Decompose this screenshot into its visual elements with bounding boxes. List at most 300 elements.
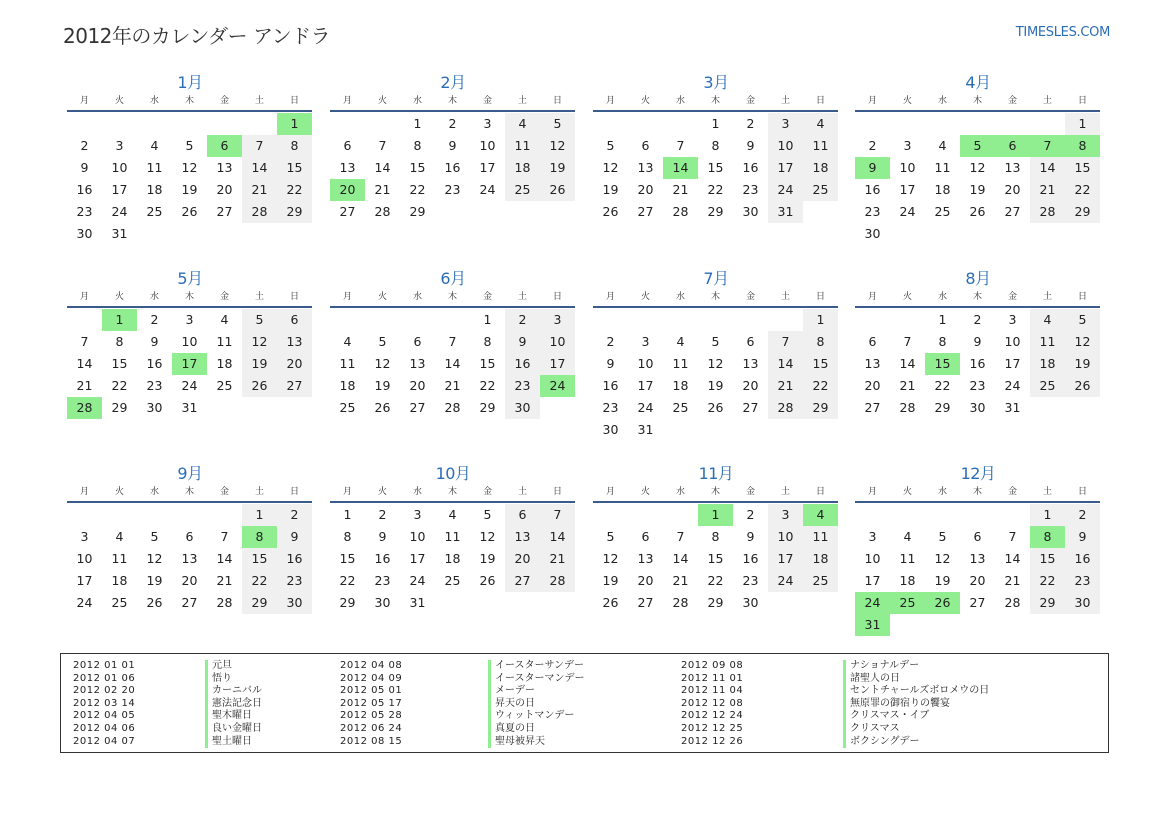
day-cell: 30 xyxy=(146,400,163,415)
weekday-label: 月 xyxy=(79,487,89,497)
weekday-label: 日 xyxy=(815,96,825,106)
legend-dates-column xyxy=(73,660,135,748)
day-cell: 30 xyxy=(374,595,391,610)
month-name: 10月 xyxy=(435,464,471,483)
empty-cell xyxy=(890,113,925,135)
holiday-date: 2012 09 08 xyxy=(681,660,744,671)
day-cell: 27 xyxy=(864,400,881,415)
holiday-day-cell: 15 xyxy=(925,353,960,375)
day-cell: 19 xyxy=(969,182,986,197)
holiday-day-cell: 28 xyxy=(67,397,102,419)
day-cell: 18 xyxy=(934,182,951,197)
day-cell: 18 xyxy=(339,378,356,393)
holiday-name: 良い金曜日 xyxy=(205,723,262,736)
legend-dates-column xyxy=(681,660,743,748)
holiday-date: 2012 03 14 xyxy=(73,697,136,709)
day-cell: 9 xyxy=(378,529,387,544)
day-cell: 19 xyxy=(479,551,496,566)
day-cell: 27 xyxy=(339,204,356,219)
day-grid xyxy=(593,309,839,441)
day-cell: 9 xyxy=(277,526,312,548)
day-cell: 5 xyxy=(378,334,387,349)
holiday-name: ボクシングデー xyxy=(843,736,989,749)
weekday-label: 金 xyxy=(482,292,492,302)
weekday-label: 日 xyxy=(815,292,825,302)
day-cell: 2 xyxy=(448,116,457,131)
day-cell: 13 xyxy=(969,551,986,566)
day-cell: 25 xyxy=(803,570,838,592)
day-cell: 12 xyxy=(934,551,951,566)
holiday-day-cell: 4 xyxy=(803,504,838,526)
day-cell: 10 xyxy=(479,138,496,153)
holiday-day-cell: 25 xyxy=(890,592,925,614)
day-cell: 12 xyxy=(707,356,724,371)
day-cell: 24 xyxy=(181,378,198,393)
day-cell: 11 xyxy=(111,551,128,566)
empty-cell xyxy=(698,309,733,331)
day-cell: 22 xyxy=(803,375,838,397)
day-cell: 16 xyxy=(602,378,619,393)
holiday-day-cell: 8 xyxy=(1065,135,1100,157)
holiday-date: 2012 04 05 xyxy=(73,710,136,722)
weekday-label: 日 xyxy=(289,292,299,302)
day-cell: 7 xyxy=(242,135,277,157)
day-cell: 11 xyxy=(803,526,838,548)
day-cell: 22 xyxy=(409,182,426,197)
day-cell: 27 xyxy=(742,400,759,415)
day-cell: 24 xyxy=(637,400,654,415)
weekday-label: 木 xyxy=(184,292,194,302)
empty-cell xyxy=(995,113,1030,135)
day-grid xyxy=(855,113,1101,245)
day-cell: 15 xyxy=(707,551,724,566)
day-cell: 27 xyxy=(181,595,198,610)
day-cell: 28 xyxy=(374,204,391,219)
day-cell: 4 xyxy=(903,529,912,544)
day-cell: 25 xyxy=(803,179,838,201)
day-cell: 21 xyxy=(1030,179,1065,201)
weekday-label: 日 xyxy=(552,487,562,497)
day-cell: 25 xyxy=(444,573,461,588)
day-cell: 14 xyxy=(242,157,277,179)
weekday-label: 月 xyxy=(605,96,615,106)
holiday-day-cell: 5 xyxy=(960,135,995,157)
day-cell: 31 xyxy=(181,400,198,415)
month-calendar xyxy=(593,268,839,441)
day-cell: 10 xyxy=(111,160,128,175)
legend-names-column xyxy=(843,660,989,748)
weekday-label: 火 xyxy=(114,292,124,302)
day-cell: 9 xyxy=(80,160,89,175)
day-cell: 29 xyxy=(803,397,838,419)
day-cell: 19 xyxy=(181,182,198,197)
weekday-label: 土 xyxy=(254,487,264,497)
day-cell: 13 xyxy=(1004,160,1021,175)
weekday-header xyxy=(855,485,1101,499)
empty-cell xyxy=(593,309,628,331)
header-divider xyxy=(330,501,575,503)
day-cell: 3 xyxy=(80,529,89,544)
weekday-label: 金 xyxy=(1007,487,1017,497)
weekday-label: 金 xyxy=(1007,96,1017,106)
day-cell: 14 xyxy=(540,526,575,548)
weekday-label: 水 xyxy=(937,292,947,302)
empty-cell xyxy=(960,504,995,526)
month-name: 8月 xyxy=(965,269,991,288)
legend-dates-column xyxy=(340,660,402,748)
day-cell: 12 xyxy=(242,331,277,353)
holiday-name: 憲法記念日 xyxy=(205,698,262,711)
holiday-date: 2012 11 04 xyxy=(681,685,744,697)
header-divider xyxy=(593,110,838,112)
holiday-date: 2012 11 01 xyxy=(681,672,744,684)
month-calendar xyxy=(330,268,576,419)
holiday-name: メーデー xyxy=(488,685,585,698)
holiday-date: 2012 12 24 xyxy=(681,710,744,722)
day-cell: 8 xyxy=(938,334,947,349)
day-cell: 3 xyxy=(185,312,194,327)
empty-cell xyxy=(890,504,925,526)
weekday-label: 金 xyxy=(219,96,229,106)
day-cell: 30 xyxy=(505,397,540,419)
day-cell: 21 xyxy=(1004,573,1021,588)
day-grid xyxy=(67,309,313,419)
day-cell: 9 xyxy=(1065,526,1100,548)
day-cell: 26 xyxy=(146,595,163,610)
weekday-label: 木 xyxy=(447,96,457,106)
holiday-day-cell: 24 xyxy=(855,592,890,614)
holiday-name: ウィットマンデー xyxy=(488,710,585,723)
day-cell: 7 xyxy=(676,138,685,153)
month-calendar xyxy=(855,268,1101,419)
weekday-label: 月 xyxy=(867,292,877,302)
day-cell: 11 xyxy=(1030,331,1065,353)
weekday-header xyxy=(593,290,839,304)
day-cell: 11 xyxy=(934,160,951,175)
empty-cell xyxy=(628,504,663,526)
holiday-name: 無原罪の御宿りの饗宴 xyxy=(843,698,989,711)
holiday-name: 悟り xyxy=(205,673,262,686)
holiday-day-cell: 8 xyxy=(1030,526,1065,548)
day-cell: 15 xyxy=(707,160,724,175)
day-cell: 24 xyxy=(111,204,128,219)
empty-cell xyxy=(172,504,207,526)
day-cell: 6 xyxy=(413,334,422,349)
day-cell: 18 xyxy=(803,548,838,570)
month-calendar xyxy=(330,72,576,223)
day-cell: 19 xyxy=(934,573,951,588)
day-cell: 18 xyxy=(672,378,689,393)
day-cell: 16 xyxy=(864,182,881,197)
empty-cell xyxy=(67,113,102,135)
day-cell: 15 xyxy=(409,160,426,175)
day-cell: 11 xyxy=(146,160,163,175)
header-divider xyxy=(855,306,1100,308)
day-cell: 28 xyxy=(672,595,689,610)
day-cell: 15 xyxy=(242,548,277,570)
day-cell: 10 xyxy=(768,526,803,548)
day-cell: 26 xyxy=(602,595,619,610)
day-cell: 1 xyxy=(803,309,838,331)
day-cell: 12 xyxy=(540,135,575,157)
header-divider xyxy=(67,306,312,308)
header-divider xyxy=(330,306,575,308)
weekday-label: 月 xyxy=(605,292,615,302)
day-cell: 11 xyxy=(803,135,838,157)
day-cell: 16 xyxy=(969,356,986,371)
day-cell: 19 xyxy=(374,378,391,393)
day-cell: 23 xyxy=(1065,570,1100,592)
day-cell: 30 xyxy=(76,226,93,241)
holiday-name: 聖木曜日 xyxy=(205,710,262,723)
day-cell: 19 xyxy=(602,573,619,588)
day-cell: 29 xyxy=(1065,201,1100,223)
month-calendar xyxy=(67,72,313,245)
day-cell: 12 xyxy=(181,160,198,175)
site-link[interactable]: TIMESLES.COM xyxy=(1015,25,1110,40)
day-cell: 16 xyxy=(505,353,540,375)
day-cell: 14 xyxy=(672,551,689,566)
day-cell: 13 xyxy=(637,551,654,566)
holiday-day-cell: 8 xyxy=(242,526,277,548)
day-cell: 16 xyxy=(742,160,759,175)
day-cell: 3 xyxy=(768,113,803,135)
month-calendar xyxy=(330,463,576,614)
month-calendar xyxy=(593,463,839,614)
day-grid xyxy=(330,113,576,223)
weekday-label: 金 xyxy=(745,96,755,106)
day-cell: 29 xyxy=(707,204,724,219)
holiday-legend xyxy=(60,653,1109,753)
holiday-date: 2012 01 01 xyxy=(73,660,136,671)
day-cell: 7 xyxy=(676,529,685,544)
day-cell: 12 xyxy=(479,529,496,544)
weekday-label: 月 xyxy=(867,487,877,497)
day-cell: 23 xyxy=(374,573,391,588)
day-cell: 2 xyxy=(1065,504,1100,526)
month-name: 7月 xyxy=(703,269,729,288)
day-cell: 4 xyxy=(1030,309,1065,331)
day-cell: 5 xyxy=(150,529,159,544)
day-cell: 8 xyxy=(343,529,352,544)
day-cell: 2 xyxy=(606,334,615,349)
weekday-label: 火 xyxy=(640,292,650,302)
day-cell: 29 xyxy=(409,204,426,219)
weekday-label: 土 xyxy=(517,292,527,302)
empty-cell xyxy=(663,504,698,526)
day-cell: 27 xyxy=(216,204,233,219)
weekday-label: 金 xyxy=(219,292,229,302)
header-divider xyxy=(855,501,1100,503)
day-cell: 28 xyxy=(899,400,916,415)
day-cell: 25 xyxy=(111,595,128,610)
day-cell: 4 xyxy=(938,138,947,153)
weekday-label: 日 xyxy=(815,487,825,497)
holiday-name: イースターサンデー xyxy=(488,660,585,673)
day-grid xyxy=(593,504,839,614)
day-cell: 6 xyxy=(277,309,312,331)
day-cell: 4 xyxy=(676,334,685,349)
weekday-label: 月 xyxy=(342,487,352,497)
day-cell: 28 xyxy=(768,397,803,419)
day-cell: 26 xyxy=(242,375,277,397)
day-cell: 24 xyxy=(899,204,916,219)
day-cell: 17 xyxy=(864,573,881,588)
day-cell: 25 xyxy=(505,179,540,201)
day-cell: 7 xyxy=(378,138,387,153)
day-cell: 6 xyxy=(641,529,650,544)
day-cell: 20 xyxy=(969,573,986,588)
day-cell: 24 xyxy=(1004,378,1021,393)
day-cell: 29 xyxy=(277,201,312,223)
day-cell: 8 xyxy=(803,331,838,353)
day-cell: 4 xyxy=(505,113,540,135)
day-cell: 31 xyxy=(111,226,128,241)
weekday-header xyxy=(330,485,576,499)
day-cell: 9 xyxy=(448,138,457,153)
holiday-date: 2012 05 28 xyxy=(340,710,403,722)
day-cell: 20 xyxy=(277,353,312,375)
day-cell: 1 xyxy=(711,116,720,131)
day-cell: 27 xyxy=(277,375,312,397)
weekday-label: 土 xyxy=(1042,292,1052,302)
day-cell: 21 xyxy=(444,378,461,393)
empty-cell xyxy=(207,113,242,135)
day-cell: 10 xyxy=(181,334,198,349)
weekday-label: 火 xyxy=(114,487,124,497)
day-cell: 16 xyxy=(76,182,93,197)
weekday-label: 木 xyxy=(184,96,194,106)
day-cell: 23 xyxy=(742,573,759,588)
day-cell: 25 xyxy=(1030,375,1065,397)
empty-cell xyxy=(593,113,628,135)
weekday-label: 月 xyxy=(867,96,877,106)
day-cell: 17 xyxy=(540,353,575,375)
holiday-date: 2012 01 06 xyxy=(73,672,136,684)
empty-cell xyxy=(67,309,102,331)
day-cell: 22 xyxy=(339,573,356,588)
empty-cell xyxy=(435,309,470,331)
day-cell: 20 xyxy=(505,548,540,570)
day-cell: 3 xyxy=(115,138,124,153)
weekday-label: 火 xyxy=(902,487,912,497)
holiday-name: 元旦 xyxy=(205,660,262,673)
weekday-label: 木 xyxy=(972,96,982,106)
empty-cell xyxy=(330,113,365,135)
empty-cell xyxy=(628,309,663,331)
day-cell: 4 xyxy=(150,138,159,153)
day-cell: 2 xyxy=(868,138,877,153)
day-cell: 21 xyxy=(672,182,689,197)
holiday-name: 真夏の日 xyxy=(488,723,585,736)
day-cell: 6 xyxy=(746,334,755,349)
day-cell: 1 xyxy=(1030,504,1065,526)
weekday-label: 木 xyxy=(447,292,457,302)
day-cell: 14 xyxy=(444,356,461,371)
month-name: 2月 xyxy=(440,73,466,92)
day-cell: 1 xyxy=(483,312,492,327)
empty-cell xyxy=(137,113,172,135)
weekday-label: 土 xyxy=(780,292,790,302)
day-cell: 26 xyxy=(540,179,575,201)
empty-cell xyxy=(925,504,960,526)
day-cell: 21 xyxy=(768,375,803,397)
month-name: 3月 xyxy=(703,73,729,92)
day-cell: 12 xyxy=(1065,331,1100,353)
day-cell: 7 xyxy=(448,334,457,349)
holiday-day-cell: 31 xyxy=(855,614,890,636)
day-cell: 2 xyxy=(80,138,89,153)
holiday-date: 2012 04 07 xyxy=(73,735,136,747)
day-cell: 15 xyxy=(803,353,838,375)
holiday-name: クリスマス xyxy=(843,723,989,736)
holiday-name: ナショナルデー xyxy=(843,660,989,673)
holiday-day-cell: 20 xyxy=(330,179,365,201)
day-cell: 30 xyxy=(602,422,619,437)
empty-cell xyxy=(960,113,995,135)
day-cell: 5 xyxy=(938,529,947,544)
month-calendar xyxy=(593,72,839,223)
day-grid xyxy=(330,504,576,614)
weekday-label: 木 xyxy=(710,292,720,302)
day-cell: 18 xyxy=(899,573,916,588)
day-cell: 6 xyxy=(973,529,982,544)
day-cell: 23 xyxy=(969,378,986,393)
day-cell: 13 xyxy=(742,356,759,371)
day-cell: 8 xyxy=(711,529,720,544)
empty-cell xyxy=(768,309,803,331)
day-cell: 3 xyxy=(868,529,877,544)
day-cell: 6 xyxy=(343,138,352,153)
weekday-label: 火 xyxy=(640,96,650,106)
weekday-label: 土 xyxy=(1042,96,1052,106)
header-divider xyxy=(67,110,312,112)
day-cell: 30 xyxy=(864,226,881,241)
weekday-label: 火 xyxy=(114,96,124,106)
day-cell: 28 xyxy=(1004,595,1021,610)
weekday-label: 月 xyxy=(79,292,89,302)
day-cell: 25 xyxy=(216,378,233,393)
holiday-day-cell: 17 xyxy=(172,353,207,375)
empty-cell xyxy=(890,309,925,331)
day-cell: 23 xyxy=(864,204,881,219)
day-cell: 27 xyxy=(409,400,426,415)
day-cell: 13 xyxy=(864,356,881,371)
holiday-day-cell: 1 xyxy=(102,309,137,331)
day-cell: 3 xyxy=(413,507,422,522)
holiday-date: 2012 04 09 xyxy=(340,672,403,684)
day-cell: 10 xyxy=(1004,334,1021,349)
day-cell: 26 xyxy=(602,204,619,219)
weekday-label: 木 xyxy=(972,292,982,302)
empty-cell xyxy=(102,113,137,135)
holiday-day-cell: 14 xyxy=(663,157,698,179)
month-name: 4月 xyxy=(965,73,991,92)
header-divider xyxy=(593,306,838,308)
day-cell: 7 xyxy=(80,334,89,349)
day-cell: 27 xyxy=(1004,204,1021,219)
day-cell: 17 xyxy=(637,378,654,393)
day-cell: 13 xyxy=(181,551,198,566)
day-cell: 9 xyxy=(606,356,615,371)
day-cell: 19 xyxy=(242,353,277,375)
weekday-label: 火 xyxy=(377,292,387,302)
day-cell: 22 xyxy=(1030,570,1065,592)
weekday-label: 金 xyxy=(1007,292,1017,302)
day-cell: 5 xyxy=(606,138,615,153)
weekday-label: 木 xyxy=(710,487,720,497)
holiday-name: イースターマンデー xyxy=(488,673,585,686)
